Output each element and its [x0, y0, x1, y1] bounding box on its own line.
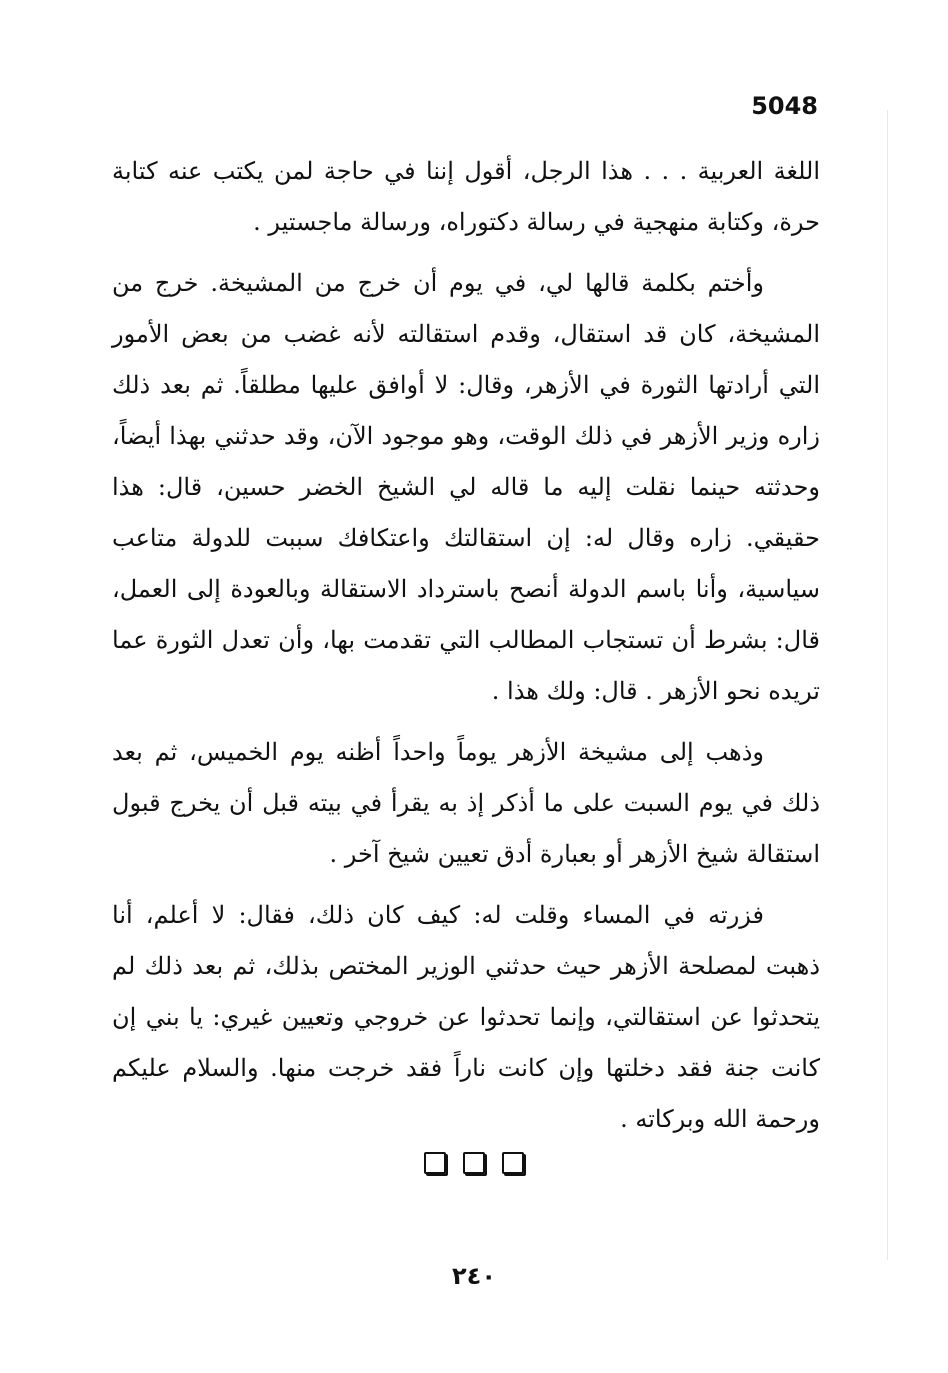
section-separator: [0, 1152, 948, 1178]
separator-square-icon: [502, 1152, 524, 1174]
paragraph-1: اللغة العربية . . . هذا الرجل، أقول إننا في حاجة لمن يكتب عنه كتابة حرة، وكتابة منهجية في رسالة دكتوراه، ورسالة ماجستير .: [112, 157, 820, 236]
page-id: 5048: [751, 92, 818, 120]
paragraph-3: وذهب إلى مشيخة الأزهر يوماً واحداً أظنه يوم الخميس، ثم بعد ذلك في يوم السبت على ما أذكر إذ به يقرأ في بيته قبل أن يخرج قبول استقالة شيخ الأزهر أو بعبارة أدق تعيين شيخ آخر .: [112, 738, 821, 868]
body-text: [112, 146, 820, 1155]
separator-square-icon: [424, 1152, 446, 1174]
page-edge-line: [887, 110, 888, 1260]
paragraph-4: فزرته في المساء وقلت له: كيف كان ذلك، فقال: لا أعلم، أنا ذهبت لمصلحة الأزهر حيث حدثني الوزير المختص بذلك، ثم بعد ذلك لم يتحدثوا عن استقالتي، وإنما تحدثوا عن خروجي وتعيين غيري: يا بني إن كانت جنة فقد دخلتها وإن كانت ناراً فقد خرجت منها. والسلام عليكم ورحمة الله وبركاته .: [112, 901, 820, 1133]
paragraph-2: وأختم بكلمة قالها لي، في يوم أن خرج من المشيخة. خرج من المشيخة، كان قد استقال، وقدم استقالته لأنه غضب من بعض الأمور التي أرادتها الثورة في الأزهر، وقال: لا أوافق عليها مطلقاً. ثم بعد ذلك زاره وزير الأزهر في ذلك الوقت، وهو موجود الآن، وقد حدثني بهذا أيضاً، وحدثته حينما نقلت إليه ما قاله لي الشيخ الخضر حسين، قال: هذا حقيقي. زاره وقال له: إن استقالتك واعتكافك سببت للدولة متاعب سياسية، وأنا باسم الدولة أنصح باسترداد الاستقالة وبالعودة إلى العمل، قال: بشرط أن تستجاب المطالب التي تقدمت بها، وأن تعدل الثورة عما تريده نحو الأزهر . قال: ولك هذا .: [112, 269, 820, 705]
page-number: ٢٤٠: [452, 1262, 496, 1290]
separator-square-icon: [463, 1152, 485, 1174]
